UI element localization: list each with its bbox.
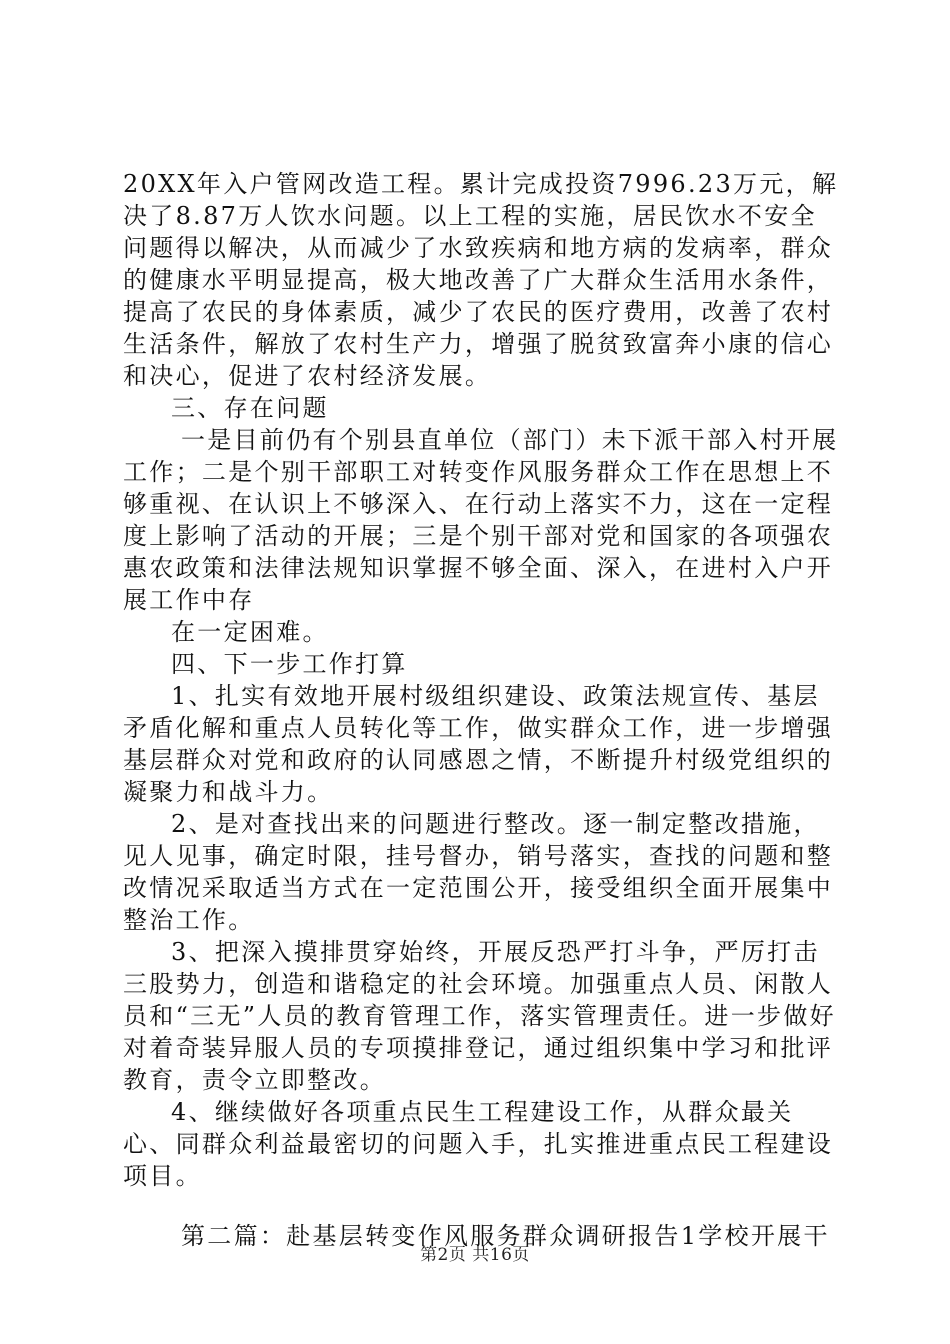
document-body: [123, 168, 843, 1252]
section-heading-next-steps: 四、下一步工作打算: [171, 650, 408, 678]
paragraph-plan-2: 2、是对查找出来的问题进行整改。逐一制定整改措施，见人见事，确定时限，挂号督办，销号落实，查找的问题和整改情况采取适当方式在一定范围公开，接受组织全面开展集中整治工作。: [123, 810, 834, 934]
section-heading-problems: 三、存在问题: [171, 394, 329, 422]
next-section-title: 第二篇：赴基层转变作风服务群众调研报告1学校开展干: [181, 1222, 830, 1250]
paragraph-plan-3: 3、把深入摸排贯穿始终，开展反恐严打斗争，严厉打击三股势力，创造和谐稳定的社会环境。加强重点人员、闲散人员和“三无”人员的教育管理工作，落实管理责任。进一步做好对着奇装异服人员的专项摸排登记，通过组织集中学习和批评教育，责令立即整改。: [123, 938, 836, 1094]
paragraph-plan-1: 1、扎实有效地开展村级组织建设、政策法规宣传、基层矛盾化解和重点人员转化等工作，做实群众工作，进一步增强基层群众对党和政府的认同感恩之情，不断提升村级党组织的凝聚力和战斗力。: [123, 682, 834, 806]
paragraph-problems-tail: 在一定困难。: [171, 618, 329, 646]
paragraph-problems: 一是目前仍有个别县直单位（部门）未下派干部入村开展工作；二是个别干部职工对转变作风服务群众工作在思想上不够重视、在认识上不够深入、在行动上落实不力，这在一定程度上影响了活动的开展；三是个别干部对党和国家的各项强农惠农政策和法律法规知识掌握不够全面、深入，在进村入户开展工作中存: [123, 426, 839, 614]
paragraph-plan-4: 4、继续做好各项重点民生工程建设工作，从群众最关心、同群众利益最密切的问题入手，扎实推进重点民工程建设项目。: [123, 1098, 834, 1190]
page-number-footer: 第2页 共16页: [420, 1245, 530, 1265]
paragraph-continuation: 20XX年入户管网改造工程。累计完成投资7996.23万元，解决了8.87万人饮水问题。以上工程的实施，居民饮水不安全问题得以解决，从而减少了水致疾病和地方病的发病率，群众的健康水平明显提高，极大地改善了广大群众生活用水条件，提高了农民的身体素质，减少了农民的医疗费用，改善了农村生活条件，解放了农村生产力，增强了脱贫致富奔小康的信心和决心，促进了农村经济发展。: [123, 170, 839, 390]
